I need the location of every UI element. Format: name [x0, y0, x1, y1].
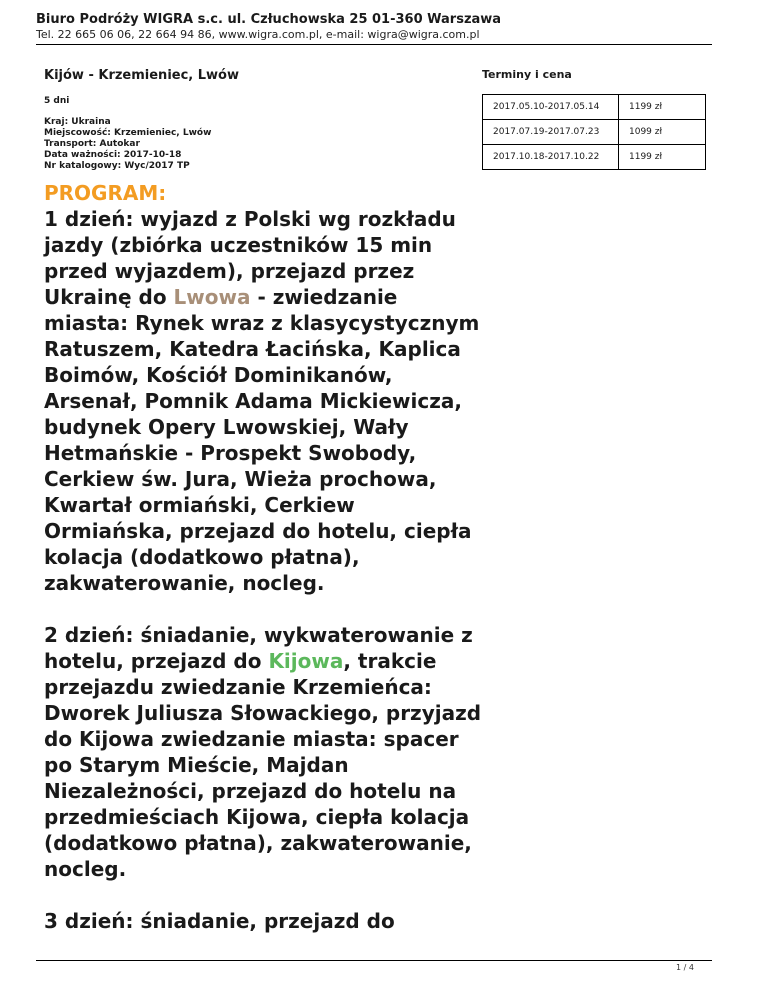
table-row — [483, 145, 706, 170]
header-divider — [36, 44, 712, 45]
trip-title: Kijów - Krzemieniec, Lwów — [44, 68, 239, 83]
day-1-text-end: - zwiedzanie miasta: Rynek wraz z klasycystycznym Ratuszem, Katedra Łacińska, Kaplica Boimów, Kościół Dominikanów, Arsenał, Pomnik Adama Mickiewicza, budynek Opery Lwowskiej, Wały Hetmańskie - Prospekt Swobody, Cerkiew św. Jura, Wieża prochowa, Kwartał ormiański, Cerkiew Ormiańska, przejazd do hotelu, ciepła kolacja (dodatkowo płatna), zakwaterowanie, nocleg. — [44, 285, 480, 595]
trip-country: Kraj: Ukraina — [44, 117, 111, 127]
page-number: 1 / 4 — [676, 963, 694, 972]
trip-catalog-number: Nr katalogowy: Wyc/2017 TP — [44, 161, 190, 171]
terms-section — [482, 68, 706, 170]
table-row — [483, 120, 706, 145]
kijow-link[interactable]: Kijowa — [268, 649, 344, 673]
footer-divider — [36, 960, 712, 961]
term-price: 1199 zł — [619, 145, 706, 170]
terms-title: Terminy i cena — [482, 68, 572, 81]
document-header — [36, 12, 712, 42]
program-day-2 — [44, 622, 484, 882]
term-price: 1199 zł — [619, 95, 706, 120]
table-row — [483, 95, 706, 120]
trip-details — [44, 117, 484, 172]
program-title: PROGRAM: — [44, 181, 167, 205]
terms-table — [482, 94, 706, 170]
lwow-link[interactable]: Lwowa — [173, 285, 251, 309]
term-dates: 2017.10.18-2017.10.22 — [483, 145, 619, 170]
trip-info — [44, 68, 484, 172]
term-dates: 2017.07.19-2017.07.23 — [483, 120, 619, 145]
program-section — [44, 180, 484, 960]
trip-duration: 5 dni — [44, 96, 70, 106]
term-price: 1099 zł — [619, 120, 706, 145]
day-2-text-end: , trakcie przejazdu zwiedzanie Krzemieńca: Dworek Juliusza Słowackiego, przyjazd do Kijowa zwiedzanie miasta: spacer po Starym Mieście, Majdan Niezależności, przejazd do hotelu na przedmieściach Kijowa, ciepła kolacja (dodatkowo płatna), zakwaterowanie, nocleg. — [44, 649, 482, 881]
day-3-text: 3 dzień: śniadanie, przejazd do — [44, 909, 395, 933]
day-1-text-start: 1 dzień: wyjazd z Polski wg rozkładu jazdy (zbiórka uczestników 15 min przed wyjazdem), przejazd przez Ukrainę do — [44, 207, 456, 309]
company-contact: Tel. 22 665 06 06, 22 664 94 86, www.wigra.com.pl, e-mail: wigra@wigra.com.pl — [36, 28, 480, 41]
day-2-text-start: 2 dzień: śniadanie, wykwaterowanie z hotelu, przejazd do — [44, 623, 473, 673]
term-dates: 2017.05.10-2017.05.14 — [483, 95, 619, 120]
company-name: Biuro Podróży WIGRA s.c. ul. Człuchowska 25 01-360 Warszawa — [36, 12, 502, 27]
trip-places: Miejscowość: Krzemieniec, Lwów — [44, 128, 212, 138]
program-day-3 — [44, 908, 484, 934]
trip-transport: Transport: Autokar — [44, 139, 140, 149]
program-day-1 — [44, 206, 484, 596]
trip-validity: Data ważności: 2017-10-18 — [44, 150, 182, 160]
